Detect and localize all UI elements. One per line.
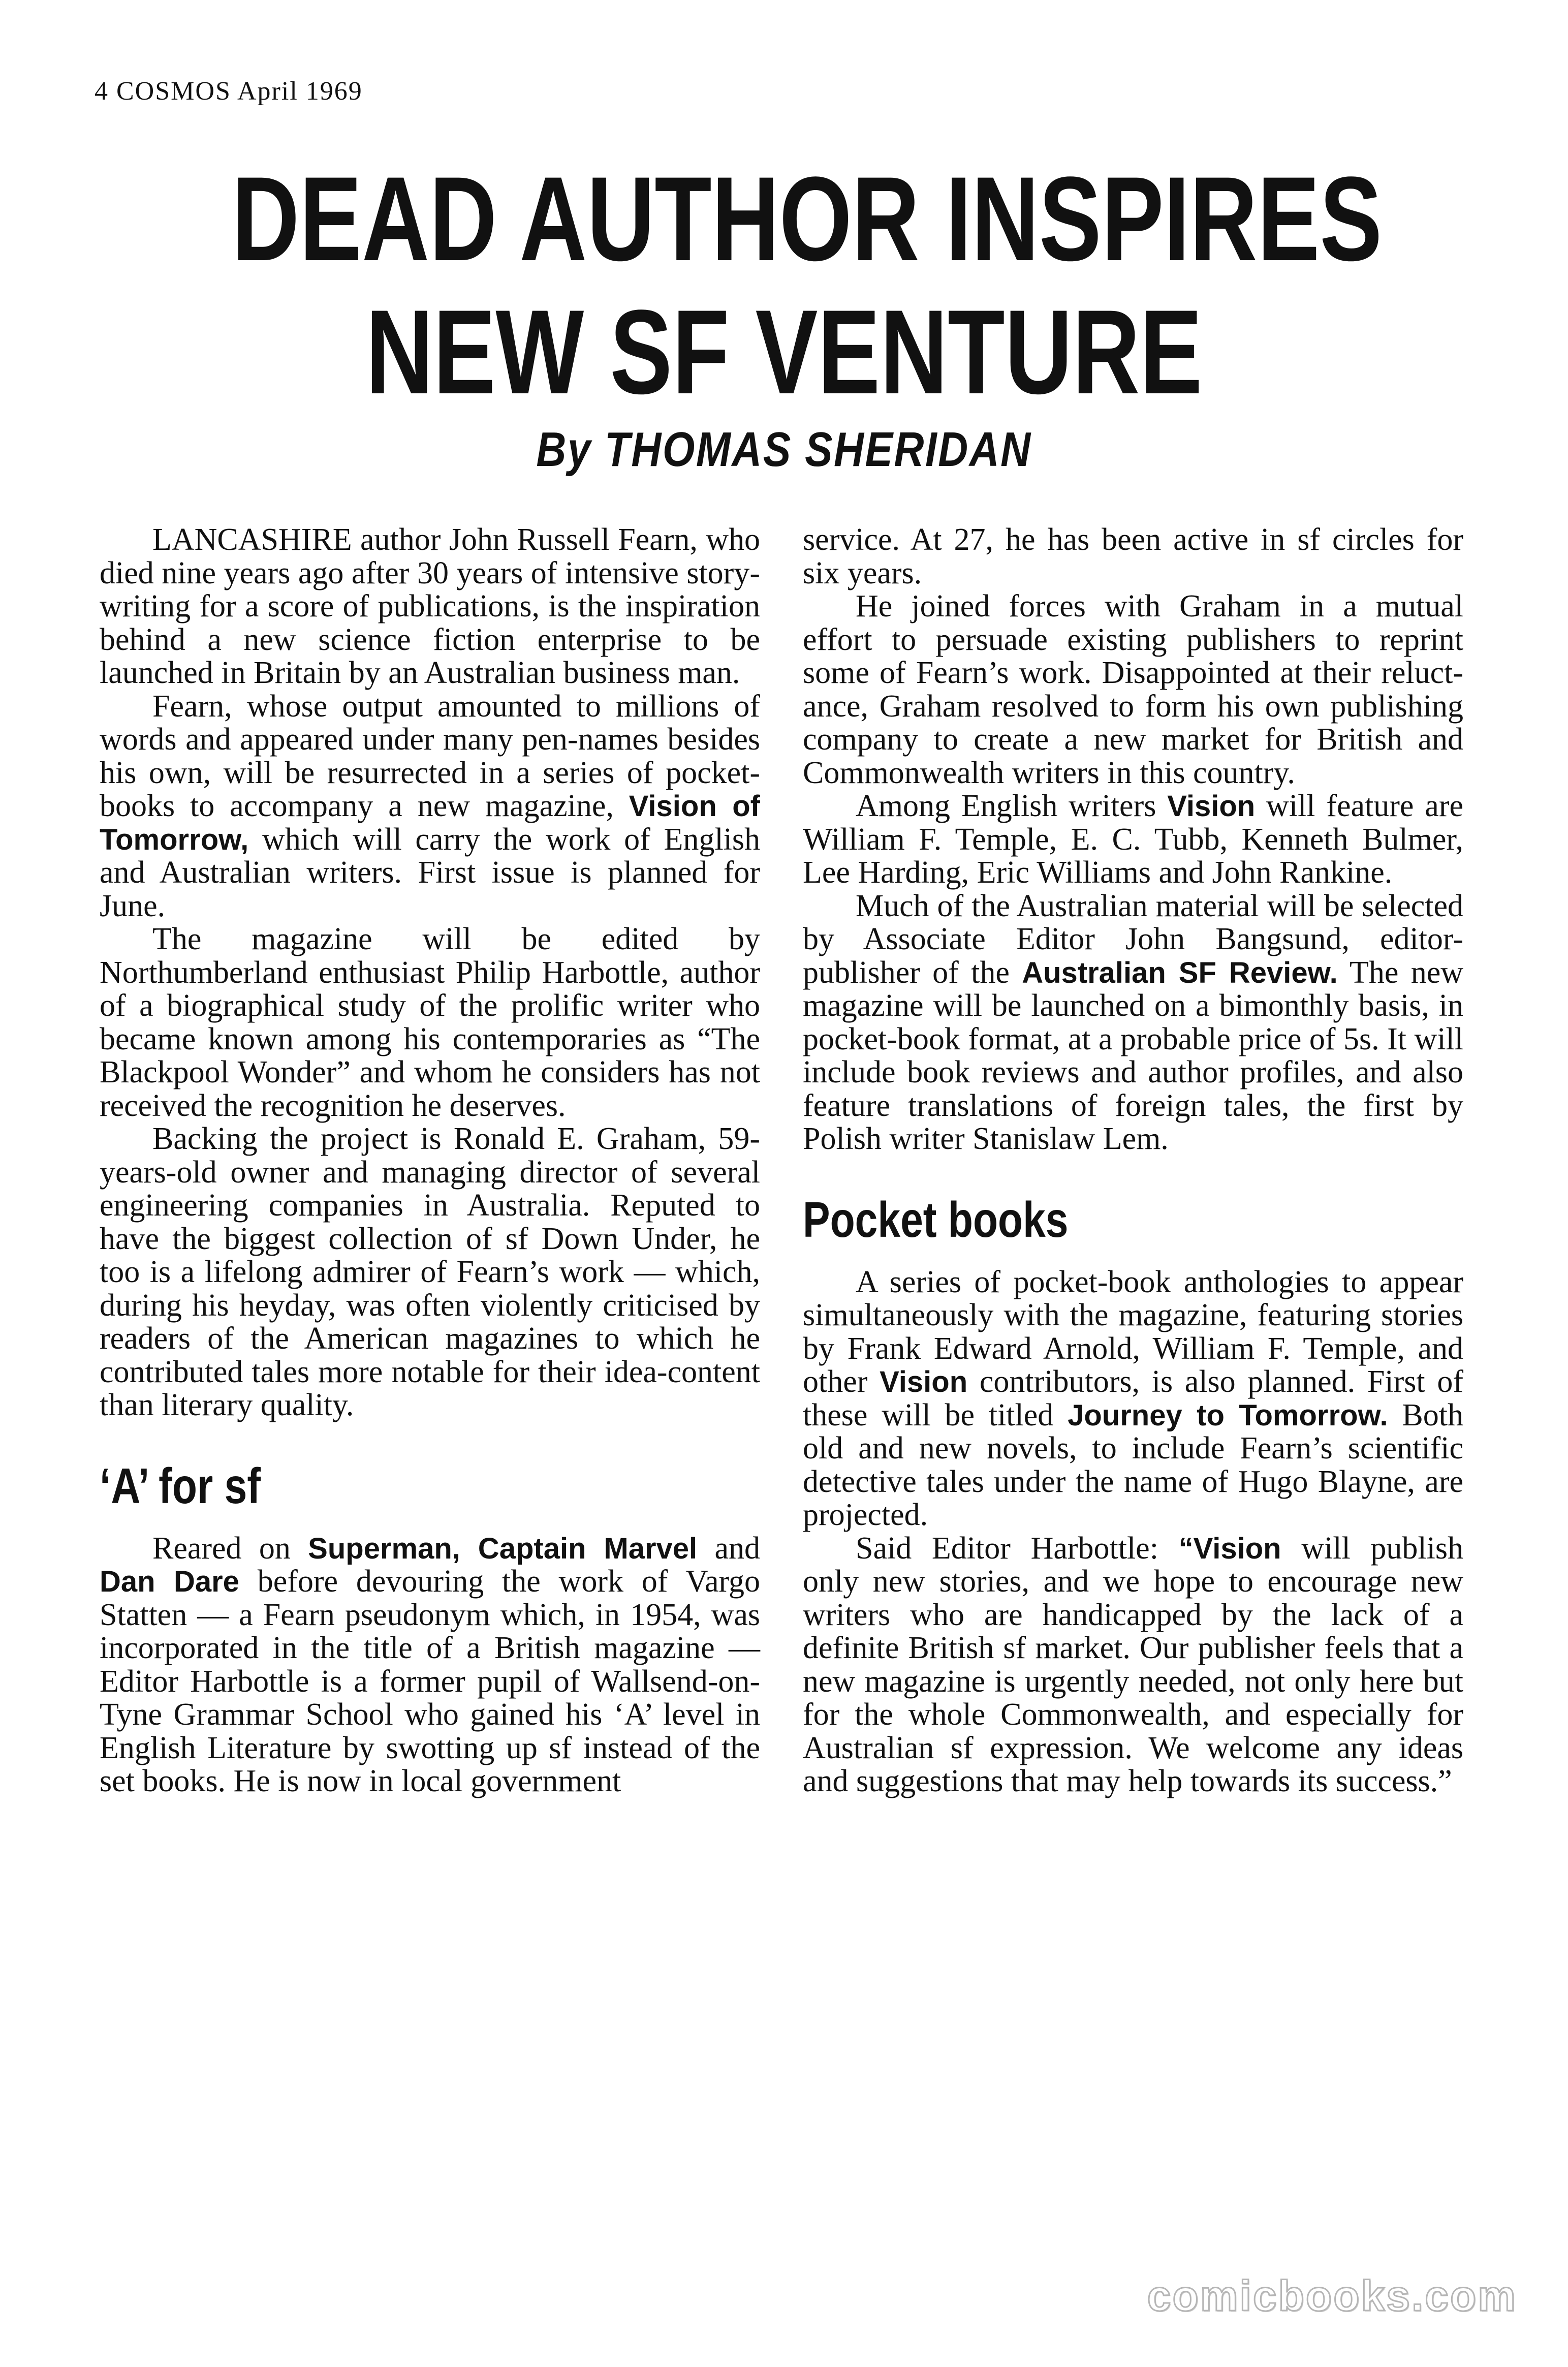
paragraph: Much of the Australian material will be selected by Associate Editor John Bangsund, editor-publisher of the Australian SF Review. The new magazine will be launched on a bimonthly basis, in pocket-book format, at a probable price of 5s. It will include book reviews and author profiles, and also feature translations of foreign tales, the first by Polish writer Stanislaw Lem. bbox=[803, 888, 1463, 1156]
headline bbox=[232, 152, 1383, 419]
paragraph-continued: Reared on Superman, Captain Marvel and Dan Dare before devouring the work of Vargo Statten — a Fearn pseudonym which, in 1954, was incorporated in the title of a British magazine — Editor Harbottle is a former pupil of Wallsend-on-Tyne Grammar School who gained his ‘A’ level in English Literature by swotting up sf instead of the set books. He is now in local government bbox=[100, 1531, 761, 1798]
subheading-a-for-sf: ‘A’ for sf bbox=[100, 1457, 261, 1514]
headline-line-2: NEW SF VENTURE bbox=[365, 285, 1203, 419]
article-column-right bbox=[803, 523, 1463, 1798]
paragraph: Said Editor Harbottle: “Vision will publish only new stories, and we hope to encourage new writers who are handicapped by the lack of a definite British sf market. Our publisher feels that a new magazine is urgently needed, not only here but for the whole Commonwealth, and especially for Australian sf expression. We welcome any ideas and suggestions that may help towards its success.” bbox=[803, 1531, 1463, 1798]
headline-line-1: DEAD AUTHOR INSPIRES bbox=[232, 152, 1383, 286]
article-column-left bbox=[100, 523, 760, 1798]
paragraph: Among English writers Vision will feature are William F. Temple, E. C. Tubb, Kenneth Bulmer, Lee Harding, Eric Williams and John Rankine. bbox=[803, 789, 1463, 890]
subheading-pocket-books: Pocket books bbox=[803, 1191, 1069, 1248]
page-folio: 4 COSMOS April 1969 bbox=[95, 77, 363, 106]
paragraph: He joined forces with Graham in a mutual effort to persuade existing publishers to reprint some of Fearn’s work. Disappointed at their reluctance, Graham resolved to form his own publishing company to create a new market for British and Commonwealth writers in this country. bbox=[803, 589, 1463, 790]
paragraph: LANCASHIRE author John Russell Fearn, who died nine years ago after 30 years of intensive storywriting for a score of publications, is the inspiration behind a new science fiction enterprise to be launched in Britain by an Australian business man. bbox=[100, 522, 760, 690]
byline: By THOMAS SHERIDAN bbox=[536, 422, 1032, 477]
paragraph: The magazine will be edited by Northumberland enthusiast Philip Harbottle, author of a biographical study of the prolific writer who became known among his contemporaries as “The Blackpool Wonder” and whom he considers has not received the recognition he deserves. bbox=[100, 922, 760, 1123]
paragraph: Fearn, whose output amounted to millions of words and appeared under many pen-names besides his own, will be resurrected in a series of pocket-books to accompany a new magazine, Vision of Tomorrow, which will carry the work of English and Australian writers. First issue is planned for June. bbox=[100, 689, 760, 923]
watermark: comicbooks.com bbox=[1147, 2272, 1517, 2320]
magazine-title: Vision of Tomorrow, bbox=[100, 790, 760, 856]
paragraph: A series of pocket-book anthologies to appear simultaneously with the magazine, featuring stories by Frank Edward Arnold, William F. Temple, and other Vision contributors, is also planned. First of these will be titled Journey to Tomorrow. Both old and new novels, to include Fearn’s scientific detective tales under the name of Hugo Blayne, are projected. bbox=[803, 1264, 1464, 1532]
paragraph: Backing the project is Ronald E. Graham, 59-years-old owner and managing director of several engineering companies in Australia. Reputed to have the biggest collection of sf Down Under, he too is a lifelong admirer of Fearn’s work — which, during his heyday, was often violently criticised by readers of the American magazines to which he contributed tales more notable for their idea-content than literary quality. bbox=[100, 1122, 760, 1422]
paragraph-continuation: service. At 27, he has been active in sf circles for six years. bbox=[803, 522, 1463, 590]
